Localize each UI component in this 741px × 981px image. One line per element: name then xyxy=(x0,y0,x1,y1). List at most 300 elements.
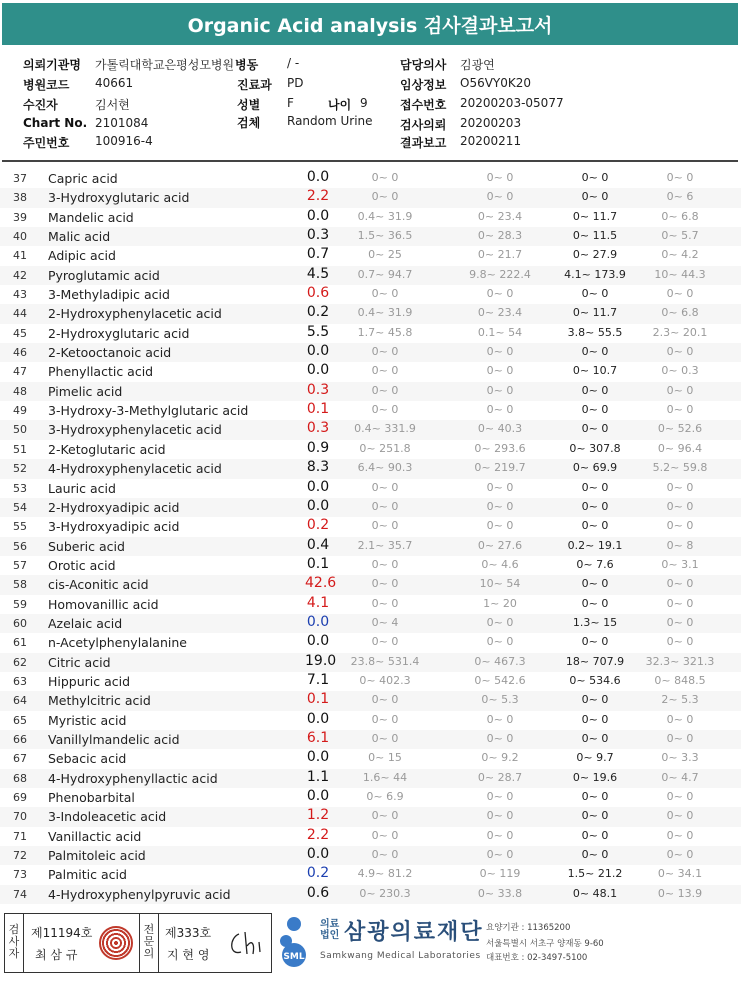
row-number: 72 xyxy=(13,849,27,863)
reference-range-3: 0~ 69.9 xyxy=(572,461,618,475)
analyte-name: Homovanillic acid xyxy=(48,596,159,612)
reference-range-3: 0~ 0 xyxy=(581,596,609,610)
reference-range-1: 1.7~ 45.8 xyxy=(357,325,413,339)
result-value: 19.0 xyxy=(305,652,337,669)
reference-range-2: 10~ 54 xyxy=(479,577,521,591)
table-row xyxy=(0,865,741,884)
sex-value: F xyxy=(287,96,294,110)
reference-range-3: 0~ 11.5 xyxy=(572,229,618,243)
result-value: 1.1 xyxy=(306,768,330,785)
org-english-name: Samkwang Medical Laboratories xyxy=(320,951,481,961)
reference-range-3: 0~ 0 xyxy=(581,693,609,707)
analyte-name: Pimelic acid xyxy=(48,383,123,399)
result-value: 0.0 xyxy=(306,343,330,360)
result-value: 0.7 xyxy=(306,246,330,263)
table-row xyxy=(0,672,741,691)
table-row xyxy=(0,749,741,768)
dept-label: 진료과 xyxy=(237,78,272,92)
reference-range-4: 0~ 4.7 xyxy=(661,770,699,784)
row-number: 50 xyxy=(13,423,27,437)
row-number: 52 xyxy=(13,462,27,476)
result-value: 8.3 xyxy=(306,459,330,476)
age-label: 나이 xyxy=(328,98,352,112)
reference-range-1: 0~ 0 xyxy=(371,577,399,591)
reference-range-4: 0~ 5.7 xyxy=(661,229,699,243)
reference-range-2: 0~ 0 xyxy=(486,345,514,359)
contact-code: 요양기관 : 11365200 xyxy=(486,923,571,933)
reference-range-2: 0~ 0 xyxy=(486,364,514,378)
row-number: 49 xyxy=(13,404,27,418)
receipt-value: 20200203-05077 xyxy=(460,96,564,110)
reference-range-4: 2~ 5.3 xyxy=(661,693,699,707)
reference-range-3: 0~ 0 xyxy=(581,577,609,591)
table-row xyxy=(0,614,741,633)
reference-range-2: 0~ 0 xyxy=(486,171,514,184)
row-number: 64 xyxy=(13,694,27,708)
table-row xyxy=(0,517,741,536)
reference-range-4: 0~ 6.8 xyxy=(661,306,699,320)
analyte-name: 2-Hydroxyphenylacetic acid xyxy=(48,306,222,322)
row-number: 55 xyxy=(13,520,27,534)
chart-label: Chart No. xyxy=(23,116,88,130)
result-value: 0.1 xyxy=(306,401,330,418)
result-value: 0.0 xyxy=(306,613,330,630)
reference-range-1: 2.1~ 35.7 xyxy=(357,538,413,552)
reference-range-2: 0~ 0 xyxy=(486,828,514,842)
result-value: 0.0 xyxy=(306,710,330,727)
sig-name-2: 지 현 영 xyxy=(167,948,210,962)
analyte-name: Phenobarbital xyxy=(48,790,135,805)
reference-range-4: 0~ 0 xyxy=(666,519,694,533)
result-value: 2.2 xyxy=(306,826,330,843)
table-row xyxy=(0,575,741,594)
reference-range-2: 0~ 467.3 xyxy=(474,654,526,668)
reference-range-1: 0~ 0 xyxy=(371,635,399,649)
reference-range-3: 0~ 0 xyxy=(581,190,609,204)
table-row xyxy=(0,401,741,420)
reference-range-3: 0~ 11.7 xyxy=(572,209,618,223)
reference-range-4: 32.3~ 321.3 xyxy=(645,654,715,668)
row-number: 62 xyxy=(13,655,27,669)
reference-range-3: 1.5~ 21.2 xyxy=(567,867,623,881)
analyte-name: Capric acid xyxy=(48,171,118,186)
row-number: 53 xyxy=(13,481,27,495)
row-number: 54 xyxy=(13,500,27,514)
reference-range-4: 0~ 0 xyxy=(666,383,694,397)
reference-range-4: 5.2~ 59.8 xyxy=(652,461,708,475)
hospital-code-label: 병원코드 xyxy=(23,78,70,92)
result-value: 42.6 xyxy=(305,575,337,592)
reference-range-1: 0.4~ 331.9 xyxy=(354,422,416,436)
row-number: 70 xyxy=(13,810,27,824)
reference-range-4: 0~ 0 xyxy=(666,499,694,513)
reference-range-3: 0~ 0 xyxy=(581,731,609,745)
table-row xyxy=(0,382,741,401)
result-value: 0.6 xyxy=(306,884,330,901)
reference-range-4: 0~ 0 xyxy=(666,712,694,726)
reference-range-2: 0~ 0 xyxy=(486,635,514,649)
reference-range-1: 0~ 402.3 xyxy=(359,673,411,687)
reference-range-1: 0~ 4 xyxy=(371,615,399,629)
reference-range-3: 0~ 11.7 xyxy=(572,306,618,320)
row-number: 60 xyxy=(13,616,27,630)
sig-number-2: 제333호 xyxy=(165,926,212,940)
result-value: 1.2 xyxy=(306,807,330,824)
results-table xyxy=(0,169,741,904)
table-row xyxy=(0,595,741,614)
analyte-name: 2-Hydroxyadipic acid xyxy=(48,499,180,515)
reference-range-2: 0~ 0 xyxy=(486,790,514,803)
reference-range-4: 0~ 13.9 xyxy=(657,886,703,900)
table-row xyxy=(0,188,741,207)
sig-number-1: 제11194호 xyxy=(31,926,93,940)
reference-range-1: 0~ 0 xyxy=(371,809,399,823)
result-value: 0.9 xyxy=(306,439,330,456)
analyte-name: Hippuric acid xyxy=(48,673,131,689)
reference-range-2: 0~ 23.4 xyxy=(477,209,523,223)
analyte-name: Methylcitric acid xyxy=(48,693,151,709)
dept-value: PD xyxy=(287,76,304,90)
row-number: 39 xyxy=(13,210,27,224)
table-row xyxy=(0,827,741,846)
reference-range-1: 0~ 0 xyxy=(371,499,399,513)
reference-range-3: 0~ 0 xyxy=(581,499,609,513)
official-seal xyxy=(99,926,133,960)
analyte-name: Vanillactic acid xyxy=(48,828,142,844)
result-value: 0.2 xyxy=(306,517,330,534)
reference-range-2: 0~ 0 xyxy=(486,287,514,301)
reference-range-3: 0~ 307.8 xyxy=(569,441,621,455)
reference-range-4: 0~ 96.4 xyxy=(657,441,703,455)
reference-range-3: 0~ 0 xyxy=(581,403,609,417)
doctor-label: 담당의사 xyxy=(400,58,447,72)
reference-range-1: 0~ 0 xyxy=(371,693,399,707)
reference-range-1: 0.4~ 31.9 xyxy=(357,209,413,223)
row-number: 40 xyxy=(13,230,27,244)
reference-range-1: 0~ 0 xyxy=(371,828,399,842)
result-value: 0.0 xyxy=(306,169,330,185)
institution-label: 의뢰기관명 xyxy=(23,58,81,72)
table-row xyxy=(0,459,741,478)
reference-range-3: 0~ 9.7 xyxy=(576,751,614,765)
result-value: 0.0 xyxy=(306,478,330,495)
reference-range-2: 0~ 23.4 xyxy=(477,306,523,320)
patient-label: 수진자 xyxy=(23,98,58,112)
reference-range-3: 0~ 0 xyxy=(581,383,609,397)
result-value: 0.4 xyxy=(306,536,330,553)
reference-range-1: 4.9~ 81.2 xyxy=(357,867,413,881)
analyte-name: cis-Aconitic acid xyxy=(48,577,149,593)
analyte-name: 3-Methyladipic acid xyxy=(48,287,170,303)
row-number: 69 xyxy=(13,791,27,804)
reference-range-1: 0~ 0 xyxy=(371,480,399,494)
table-row xyxy=(0,885,741,904)
reference-range-1: 0~ 251.8 xyxy=(359,441,411,455)
reference-range-3: 3.8~ 55.5 xyxy=(567,325,623,339)
reference-range-1: 0~ 0 xyxy=(371,712,399,726)
analyte-name: 4-Hydroxyphenylacetic acid xyxy=(48,461,222,477)
reference-range-4: 0~ 0 xyxy=(666,345,694,359)
hospital-code-value: 40661 xyxy=(95,76,134,90)
row-number: 58 xyxy=(13,578,27,592)
row-number: 37 xyxy=(13,172,27,185)
reference-range-2: 0~ 219.7 xyxy=(474,461,526,475)
reference-range-1: 0~ 0 xyxy=(371,596,399,610)
analyte-name: Suberic acid xyxy=(48,538,125,554)
reference-range-1: 0~ 0 xyxy=(371,383,399,397)
analyte-name: Sebacic acid xyxy=(48,751,127,767)
table-row xyxy=(0,246,741,265)
table-row xyxy=(0,266,741,285)
reference-range-1: 1.5~ 36.5 xyxy=(357,229,413,243)
reference-range-1: 0~ 0 xyxy=(371,287,399,301)
header-divider xyxy=(2,160,738,162)
result-value: 5.5 xyxy=(306,323,330,340)
reference-range-4: 0~ 0 xyxy=(666,596,694,610)
analyte-name: Pyroglutamic acid xyxy=(48,267,160,283)
handwritten-signature xyxy=(227,928,267,960)
reference-range-2: 0~ 293.6 xyxy=(474,441,526,455)
analyte-name: 3-Indoleacetic acid xyxy=(48,809,167,825)
reference-range-2: 0~ 4.6 xyxy=(481,557,519,571)
contact-address: 서울특별시 서초구 양재동 9-60 xyxy=(486,939,604,949)
reference-range-4: 0~ 0 xyxy=(666,403,694,417)
reference-range-2: 0~ 542.6 xyxy=(474,673,526,687)
reference-range-4: 0~ 6.8 xyxy=(661,209,699,223)
row-number: 42 xyxy=(13,268,27,282)
reference-range-2: 0~ 0 xyxy=(486,480,514,494)
reference-range-2: 0~ 0 xyxy=(486,519,514,533)
row-number: 71 xyxy=(13,829,27,843)
result-value: 0.0 xyxy=(306,633,330,650)
reference-range-2: 1~ 20 xyxy=(483,596,517,610)
table-row xyxy=(0,227,741,246)
rrn-value: 100916-4 xyxy=(95,134,153,148)
result-value: 0.0 xyxy=(306,788,330,804)
result-value: 0.6 xyxy=(306,285,330,302)
result-value: 0.0 xyxy=(306,207,330,224)
reference-range-1: 0~ 0 xyxy=(371,171,399,184)
analyte-name: 2-Ketooctanoic acid xyxy=(48,345,172,361)
reference-range-2: 0~ 5.3 xyxy=(481,693,519,707)
reference-range-4: 0~ 8 xyxy=(666,538,694,552)
reference-range-3: 0~ 0 xyxy=(581,422,609,436)
analyte-name: 2-Ketoglutaric acid xyxy=(48,441,166,457)
row-number: 51 xyxy=(13,442,27,456)
table-row xyxy=(0,498,741,517)
reference-range-3: 0~ 0 xyxy=(581,519,609,533)
result-value: 4.5 xyxy=(306,265,330,282)
reference-range-4: 0~ 0 xyxy=(666,731,694,745)
request-value: 20200203 xyxy=(460,116,522,130)
receipt-label: 접수번호 xyxy=(400,98,447,112)
reference-range-3: 0~ 19.6 xyxy=(572,770,618,784)
row-number: 73 xyxy=(13,868,27,882)
reference-range-1: 0~ 230.3 xyxy=(359,886,411,900)
row-number: 61 xyxy=(13,636,27,650)
reference-range-1: 0~ 0 xyxy=(371,848,399,862)
ward-value: / - xyxy=(287,56,300,70)
reference-range-1: 1.6~ 44 xyxy=(362,770,408,784)
reference-range-1: 0.7~ 94.7 xyxy=(357,267,413,281)
result-value: 2.2 xyxy=(306,188,330,205)
table-row xyxy=(0,169,741,188)
reference-range-4: 0~ 4.2 xyxy=(661,248,699,262)
row-number: 57 xyxy=(13,558,27,572)
table-row xyxy=(0,440,741,459)
reference-range-2: 0~ 0 xyxy=(486,499,514,513)
row-number: 67 xyxy=(13,752,27,766)
reference-range-2: 0.1~ 54 xyxy=(477,325,523,339)
org-small-label: 의료 법인 xyxy=(320,919,340,941)
result-value: 0.3 xyxy=(306,381,330,398)
reference-range-3: 0~ 10.7 xyxy=(572,364,618,378)
table-row xyxy=(0,807,741,826)
reference-range-2: 0~ 33.8 xyxy=(477,886,523,900)
table-row xyxy=(0,730,741,749)
reference-range-4: 0~ 0.3 xyxy=(661,364,699,378)
table-row xyxy=(0,691,741,710)
reference-range-1: 0~ 25 xyxy=(368,248,402,262)
reference-range-3: 0~ 0 xyxy=(581,635,609,649)
result-value: 0.1 xyxy=(306,555,330,572)
reference-range-1: 0~ 0 xyxy=(371,731,399,745)
analyte-name: Lauric acid xyxy=(48,480,116,496)
analyte-name: n-Acetylphenylalanine xyxy=(48,635,187,651)
reference-range-4: 0~ 0 xyxy=(666,171,694,184)
analyte-name: 3-Hydroxyphenylacetic acid xyxy=(48,422,222,438)
reference-range-1: 0~ 0 xyxy=(371,190,399,204)
analyte-name: 3-Hydroxy-3-Methylglutaric acid xyxy=(48,403,249,419)
reference-range-4: 0~ 0 xyxy=(666,848,694,862)
reference-range-3: 18~ 707.9 xyxy=(565,654,625,668)
reference-range-1: 0.4~ 31.9 xyxy=(357,306,413,320)
reference-range-3: 0~ 0 xyxy=(581,345,609,359)
rrn-label: 주민번호 xyxy=(23,136,70,150)
reference-range-3: 0~ 48.1 xyxy=(572,886,618,900)
row-number: 41 xyxy=(13,249,27,263)
reference-range-4: 0~ 0 xyxy=(666,828,694,842)
analyte-name: Myristic acid xyxy=(48,712,127,728)
reference-range-1: 6.4~ 90.3 xyxy=(357,461,413,475)
row-number: 38 xyxy=(13,191,27,205)
org-name: 삼광의료재단 xyxy=(344,920,484,945)
reference-range-2: 0~ 21.7 xyxy=(477,248,523,262)
reference-range-4: 0~ 0 xyxy=(666,790,694,803)
row-number: 56 xyxy=(13,539,27,553)
reference-range-3: 4.1~ 173.9 xyxy=(564,267,626,281)
result-value: 7.1 xyxy=(306,671,330,688)
analyte-name: Azelaic acid xyxy=(48,615,123,631)
reference-range-2: 0~ 0 xyxy=(486,403,514,417)
table-row xyxy=(0,653,741,672)
table-row xyxy=(0,304,741,323)
patient-value: 김서현 xyxy=(95,98,130,112)
table-row xyxy=(0,285,741,304)
row-number: 48 xyxy=(13,384,27,398)
row-number: 43 xyxy=(13,288,27,302)
institution-value: 가톨릭대학교은평성모병원 xyxy=(95,58,235,72)
table-row xyxy=(0,846,741,865)
reference-range-1: 0~ 6.9 xyxy=(366,790,404,803)
analyte-name: 3-Hydroxyglutaric acid xyxy=(48,190,190,206)
analyte-name: Adipic acid xyxy=(48,248,116,264)
report-title: Organic Acid analysis 검사결과보고서 xyxy=(2,3,738,45)
reference-range-4: 0~ 3.3 xyxy=(661,751,699,765)
reference-range-4: 2.3~ 20.1 xyxy=(652,325,708,339)
reference-range-3: 0~ 27.9 xyxy=(572,248,618,262)
reference-range-4: 0~ 848.5 xyxy=(654,673,706,687)
result-value: 0.0 xyxy=(306,749,330,766)
reference-range-1: 23.8~ 531.4 xyxy=(350,654,420,668)
chart-value: 2101084 xyxy=(95,116,149,130)
age-value: 9 xyxy=(360,96,368,110)
reference-range-4: 0~ 34.1 xyxy=(657,867,703,881)
request-label: 검사의뢰 xyxy=(400,118,447,132)
report-value: 20200211 xyxy=(460,134,522,148)
reference-range-1: 0~ 0 xyxy=(371,345,399,359)
reference-range-2: 0~ 119 xyxy=(479,867,521,881)
reference-range-3: 0~ 0 xyxy=(581,171,609,184)
result-value: 0.3 xyxy=(306,420,330,437)
reference-range-3: 0~ 0 xyxy=(581,790,609,803)
logo-text: SML xyxy=(283,952,305,962)
analyte-name: Vanillylmandelic acid xyxy=(48,731,180,747)
clinical-value: O56VY0K20 xyxy=(460,76,532,90)
table-row xyxy=(0,556,741,575)
table-row xyxy=(0,769,741,788)
analyte-name: Citric acid xyxy=(48,654,111,670)
table-row xyxy=(0,362,741,381)
analyte-name: 4-Hydroxyphenyllactic acid xyxy=(48,770,218,786)
reference-range-4: 0~ 0 xyxy=(666,615,694,629)
reference-range-2: 0~ 28.7 xyxy=(477,770,523,784)
reference-range-3: 0~ 534.6 xyxy=(569,673,621,687)
reference-range-4: 0~ 0 xyxy=(666,635,694,649)
reference-range-4: 0~ 52.6 xyxy=(657,422,703,436)
reference-range-1: 0~ 0 xyxy=(371,519,399,533)
reference-range-2: 0~ 27.6 xyxy=(477,538,523,552)
sig-name-1: 최 삼 규 xyxy=(35,948,78,962)
reference-range-3: 0~ 0 xyxy=(581,712,609,726)
reference-range-4: 0~ 0 xyxy=(666,287,694,301)
table-row xyxy=(0,479,741,498)
analyte-name: Phenyllactic acid xyxy=(48,364,154,380)
reference-range-2: 9.8~ 222.4 xyxy=(469,267,531,281)
reference-range-2: 0~ 0 xyxy=(486,809,514,823)
reference-range-1: 0~ 0 xyxy=(371,403,399,417)
reference-range-2: 0~ 0 xyxy=(486,190,514,204)
reference-range-3: 0~ 0 xyxy=(581,287,609,301)
sig-label-1: 검사자 xyxy=(8,923,20,960)
result-value: 0.3 xyxy=(306,227,330,244)
analyte-name: Orotic acid xyxy=(48,557,116,573)
reference-range-4: 0~ 6 xyxy=(666,190,694,204)
row-number: 45 xyxy=(13,326,27,340)
table-row xyxy=(0,208,741,227)
row-number: 68 xyxy=(13,771,27,785)
reference-range-2: 0~ 0 xyxy=(486,615,514,629)
row-number: 63 xyxy=(13,674,27,688)
reference-range-4: 0~ 0 xyxy=(666,577,694,591)
row-number: 47 xyxy=(13,365,27,379)
analyte-name: Malic acid xyxy=(48,229,111,245)
result-value: 0.2 xyxy=(306,865,330,882)
reference-range-3: 0.2~ 19.1 xyxy=(567,538,623,552)
contact-phone: 대표번호 : 02-3497-5100 xyxy=(486,953,588,963)
analyte-name: Palmitoleic acid xyxy=(48,848,146,864)
analyte-name: Mandelic acid xyxy=(48,209,134,225)
